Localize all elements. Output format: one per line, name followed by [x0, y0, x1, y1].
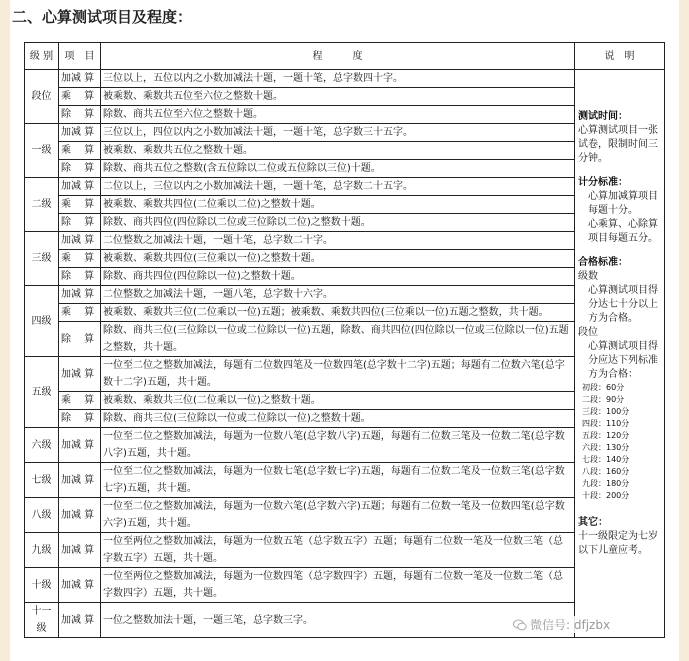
level-cell: 八级 — [25, 498, 59, 533]
table-row — [25, 304, 665, 322]
table-row — [25, 106, 665, 124]
dan-score-item: 三段：100分 — [582, 407, 630, 416]
description-cell: 被乘数、乘数共三位(二位乘以一位)之整数十题。 — [101, 392, 575, 410]
item-cell: 除 算 — [59, 160, 101, 178]
dan-score-item: 九段：180分 — [582, 479, 630, 488]
description-cell: 除数、商共五位至六位之整数十题。 — [101, 106, 575, 124]
table-row — [25, 286, 665, 304]
pass-dan-label: 段位 — [578, 327, 598, 338]
description-cell: 除数、商共四位(四位除以一位)之整数十题。 — [101, 268, 575, 286]
item-cell: 乘 算 — [59, 392, 101, 410]
dan-score-item: 初段：60分 — [582, 383, 625, 392]
description-cell: 一位至两位之整数加减法，每题为一位数四笔（总字数四字）五题，每题有二位数一笔及一位数二笔（总字数四字）五题，共十题。 — [101, 568, 575, 603]
level-cell: 六级 — [25, 428, 59, 463]
table-row — [25, 232, 665, 250]
item-cell: 除 算 — [59, 106, 101, 124]
header-desc: 程 度 — [101, 43, 575, 70]
dan-score-item: 七段：140分 — [582, 455, 630, 464]
table-header-row — [25, 43, 665, 70]
header-item: 项 目 — [59, 43, 101, 70]
pass-grade-text: 心算测试项目得分达七十分以上方为合格。 — [588, 285, 658, 324]
description-cell: 二位整数之加减法十题，一题十笔，总字数二十字。 — [101, 232, 575, 250]
item-cell: 乘 算 — [59, 196, 101, 214]
level-cell: 三级 — [25, 232, 59, 286]
table-row — [25, 428, 665, 463]
pass-dan-text: 心算测试项目得分应达下列标准方为合格： — [588, 341, 658, 380]
item-cell: 加减 算 — [59, 178, 101, 196]
wechat-icon — [513, 619, 527, 631]
pass-heading: 合格标准： — [578, 257, 628, 268]
table-row — [25, 498, 665, 533]
item-cell: 除 算 — [59, 410, 101, 428]
table-row — [25, 178, 665, 196]
left-border-strip — [0, 0, 10, 661]
item-cell: 乘 算 — [59, 142, 101, 160]
notes-cell — [575, 70, 665, 638]
right-border-strip — [679, 0, 689, 661]
section-title: 二、心算测试项目及程度： — [12, 8, 193, 26]
level-cell: 二级 — [25, 178, 59, 232]
description-cell: 二位整数之加减法十题，一题八笔，总字数十六字。 — [101, 286, 575, 304]
table-row — [25, 160, 665, 178]
table-row — [25, 533, 665, 568]
scoring-text-muldiv: 心乘算、心除算项目每题五分。 — [588, 219, 658, 244]
other-text: 十一级限定为七岁以下儿童应考。 — [578, 531, 658, 556]
description-cell: 三位以上，四位以内之小数加减法十题，一题十笔，总字数三十五字。 — [101, 124, 575, 142]
table-row — [25, 568, 665, 603]
item-cell: 除 算 — [59, 268, 101, 286]
item-cell: 加减 算 — [59, 603, 101, 638]
level-cell: 五级 — [25, 357, 59, 428]
other-heading: 其它： — [578, 517, 608, 528]
table-row — [25, 124, 665, 142]
item-cell: 乘 算 — [59, 88, 101, 106]
description-cell: 一位至二位之整数加减法，每题为一位数八笔(总字数八字)五题，每题有二位数三笔及一位数二笔(总字数八字)五题，共十题。 — [101, 428, 575, 463]
item-cell: 加减 算 — [59, 498, 101, 533]
description-cell: 一位至二位之整数加减法，每题为一位数六笔(总字数六字)五题；每题有二位数一笔及一位数四笔(总字数六字)五题，共十题。 — [101, 498, 575, 533]
item-cell: 加减 算 — [59, 124, 101, 142]
scoring-text-addsub: 心算加减算项目每题十分。 — [588, 191, 658, 216]
table-row — [25, 463, 665, 498]
description-cell: 一位至二位之整数加减法，每题有二位数四笔及一位数四笔(总字数十二字)五题；每题有二位数六笔(总字数十二字)五题，共十题。 — [101, 357, 575, 392]
table-row — [25, 88, 665, 106]
description-cell: 被乘数、乘数共三位(二位乘以一位)五题；被乘数、乘数共四位(三位乘以一位)五题之整数，共十题。 — [101, 304, 575, 322]
description-cell: 除数、商共三位(三位除以一位或二位除以一位)五题，除数、商共四位(四位除以一位或三位除以一位)五题之整数，共十题。 — [101, 322, 575, 357]
table-row — [25, 357, 665, 392]
table-row — [25, 214, 665, 232]
item-cell: 加减 算 — [59, 428, 101, 463]
description-cell: 除数、商共三位(三位除以一位或二位除以一位)之整数十题。 — [101, 410, 575, 428]
table-row — [25, 410, 665, 428]
dan-score-item: 五段：120分 — [582, 431, 630, 440]
table-row — [25, 392, 665, 410]
test-time-text: 心算测试项目一张试卷，限制时间三分钟。 — [578, 125, 658, 164]
level-cell: 十级 — [25, 568, 59, 603]
description-cell: 被乘数、乘数共四位(三位乘以一位)之整数十题。 — [101, 250, 575, 268]
table-row — [25, 268, 665, 286]
item-cell: 除 算 — [59, 322, 101, 357]
level-cell: 九级 — [25, 533, 59, 568]
watermark-text: 微信号: dfjzbx — [530, 618, 611, 632]
table-row — [25, 250, 665, 268]
table-body — [25, 70, 665, 638]
level-cell: 十一级 — [25, 603, 59, 638]
header-level: 级 别 — [25, 43, 59, 70]
notes-block — [578, 70, 662, 558]
scoring-heading: 计分标准： — [578, 177, 628, 188]
level-cell: 四级 — [25, 286, 59, 357]
item-cell: 加减 算 — [59, 232, 101, 250]
description-cell: 二位以上，三位以内之小数加减法十题，一题十笔，总字数二十五字。 — [101, 178, 575, 196]
table-row — [25, 70, 665, 88]
item-cell: 加减 算 — [59, 568, 101, 603]
header-notes: 说 明 — [575, 43, 665, 70]
description-cell: 一位之整数加法十题，一题三笔，总字数三字。 — [101, 603, 575, 638]
item-cell: 乘 算 — [59, 250, 101, 268]
table-row — [25, 196, 665, 214]
dan-score-item: 八段：160分 — [582, 467, 630, 476]
description-cell: 被乘数、乘数共四位(二位乘以二位)之整数十题。 — [101, 196, 575, 214]
pass-grade-label: 级数 — [578, 271, 598, 282]
level-cell: 段位 — [25, 70, 59, 124]
test-time-heading: 测试时间： — [578, 111, 628, 122]
dan-score-item: 六段：130分 — [582, 443, 630, 452]
item-cell: 乘 算 — [59, 304, 101, 322]
level-cell: 七级 — [25, 463, 59, 498]
level-cell: 一级 — [25, 124, 59, 178]
table-row — [25, 142, 665, 160]
mental-math-test-table — [24, 42, 665, 638]
description-cell: 一位至二位之整数加减法，每题为一位数七笔(总字数七字)五题，每题有二位数二笔及一位数三笔(总字数七字)五题，共十题。 — [101, 463, 575, 498]
table-row — [25, 322, 665, 357]
item-cell: 加减 算 — [59, 70, 101, 88]
item-cell: 加减 算 — [59, 357, 101, 392]
description-cell: 除数、商共五位之整数(含五位除以二位或五位除以三位)十题。 — [101, 160, 575, 178]
description-cell: 一位至两位之整数加减法，每题为一位数五笔（总字数五字）五题；每题有二位数一笔及一位数三笔（总字数五字）五题，共十题。 — [101, 533, 575, 568]
wechat-watermark — [510, 616, 613, 633]
description-cell: 被乘数、乘数共五位之整数十题。 — [101, 142, 575, 160]
dan-score-item: 四段：110分 — [582, 419, 630, 428]
description-cell: 除数、商共四位(四位除以二位或三位除以二位)之整数十题。 — [101, 214, 575, 232]
item-cell: 加减 算 — [59, 286, 101, 304]
item-cell: 加减 算 — [59, 463, 101, 498]
dan-score-item: 二段：90分 — [582, 395, 625, 404]
description-cell: 被乘数、乘数共五位至六位之整数十题。 — [101, 88, 575, 106]
item-cell: 加减 算 — [59, 533, 101, 568]
description-cell: 三位以上，五位以内之小数加减法十题，一题十笔，总字数四十字。 — [101, 70, 575, 88]
item-cell: 除 算 — [59, 214, 101, 232]
dan-score-item: 十段：200分 — [582, 491, 630, 500]
